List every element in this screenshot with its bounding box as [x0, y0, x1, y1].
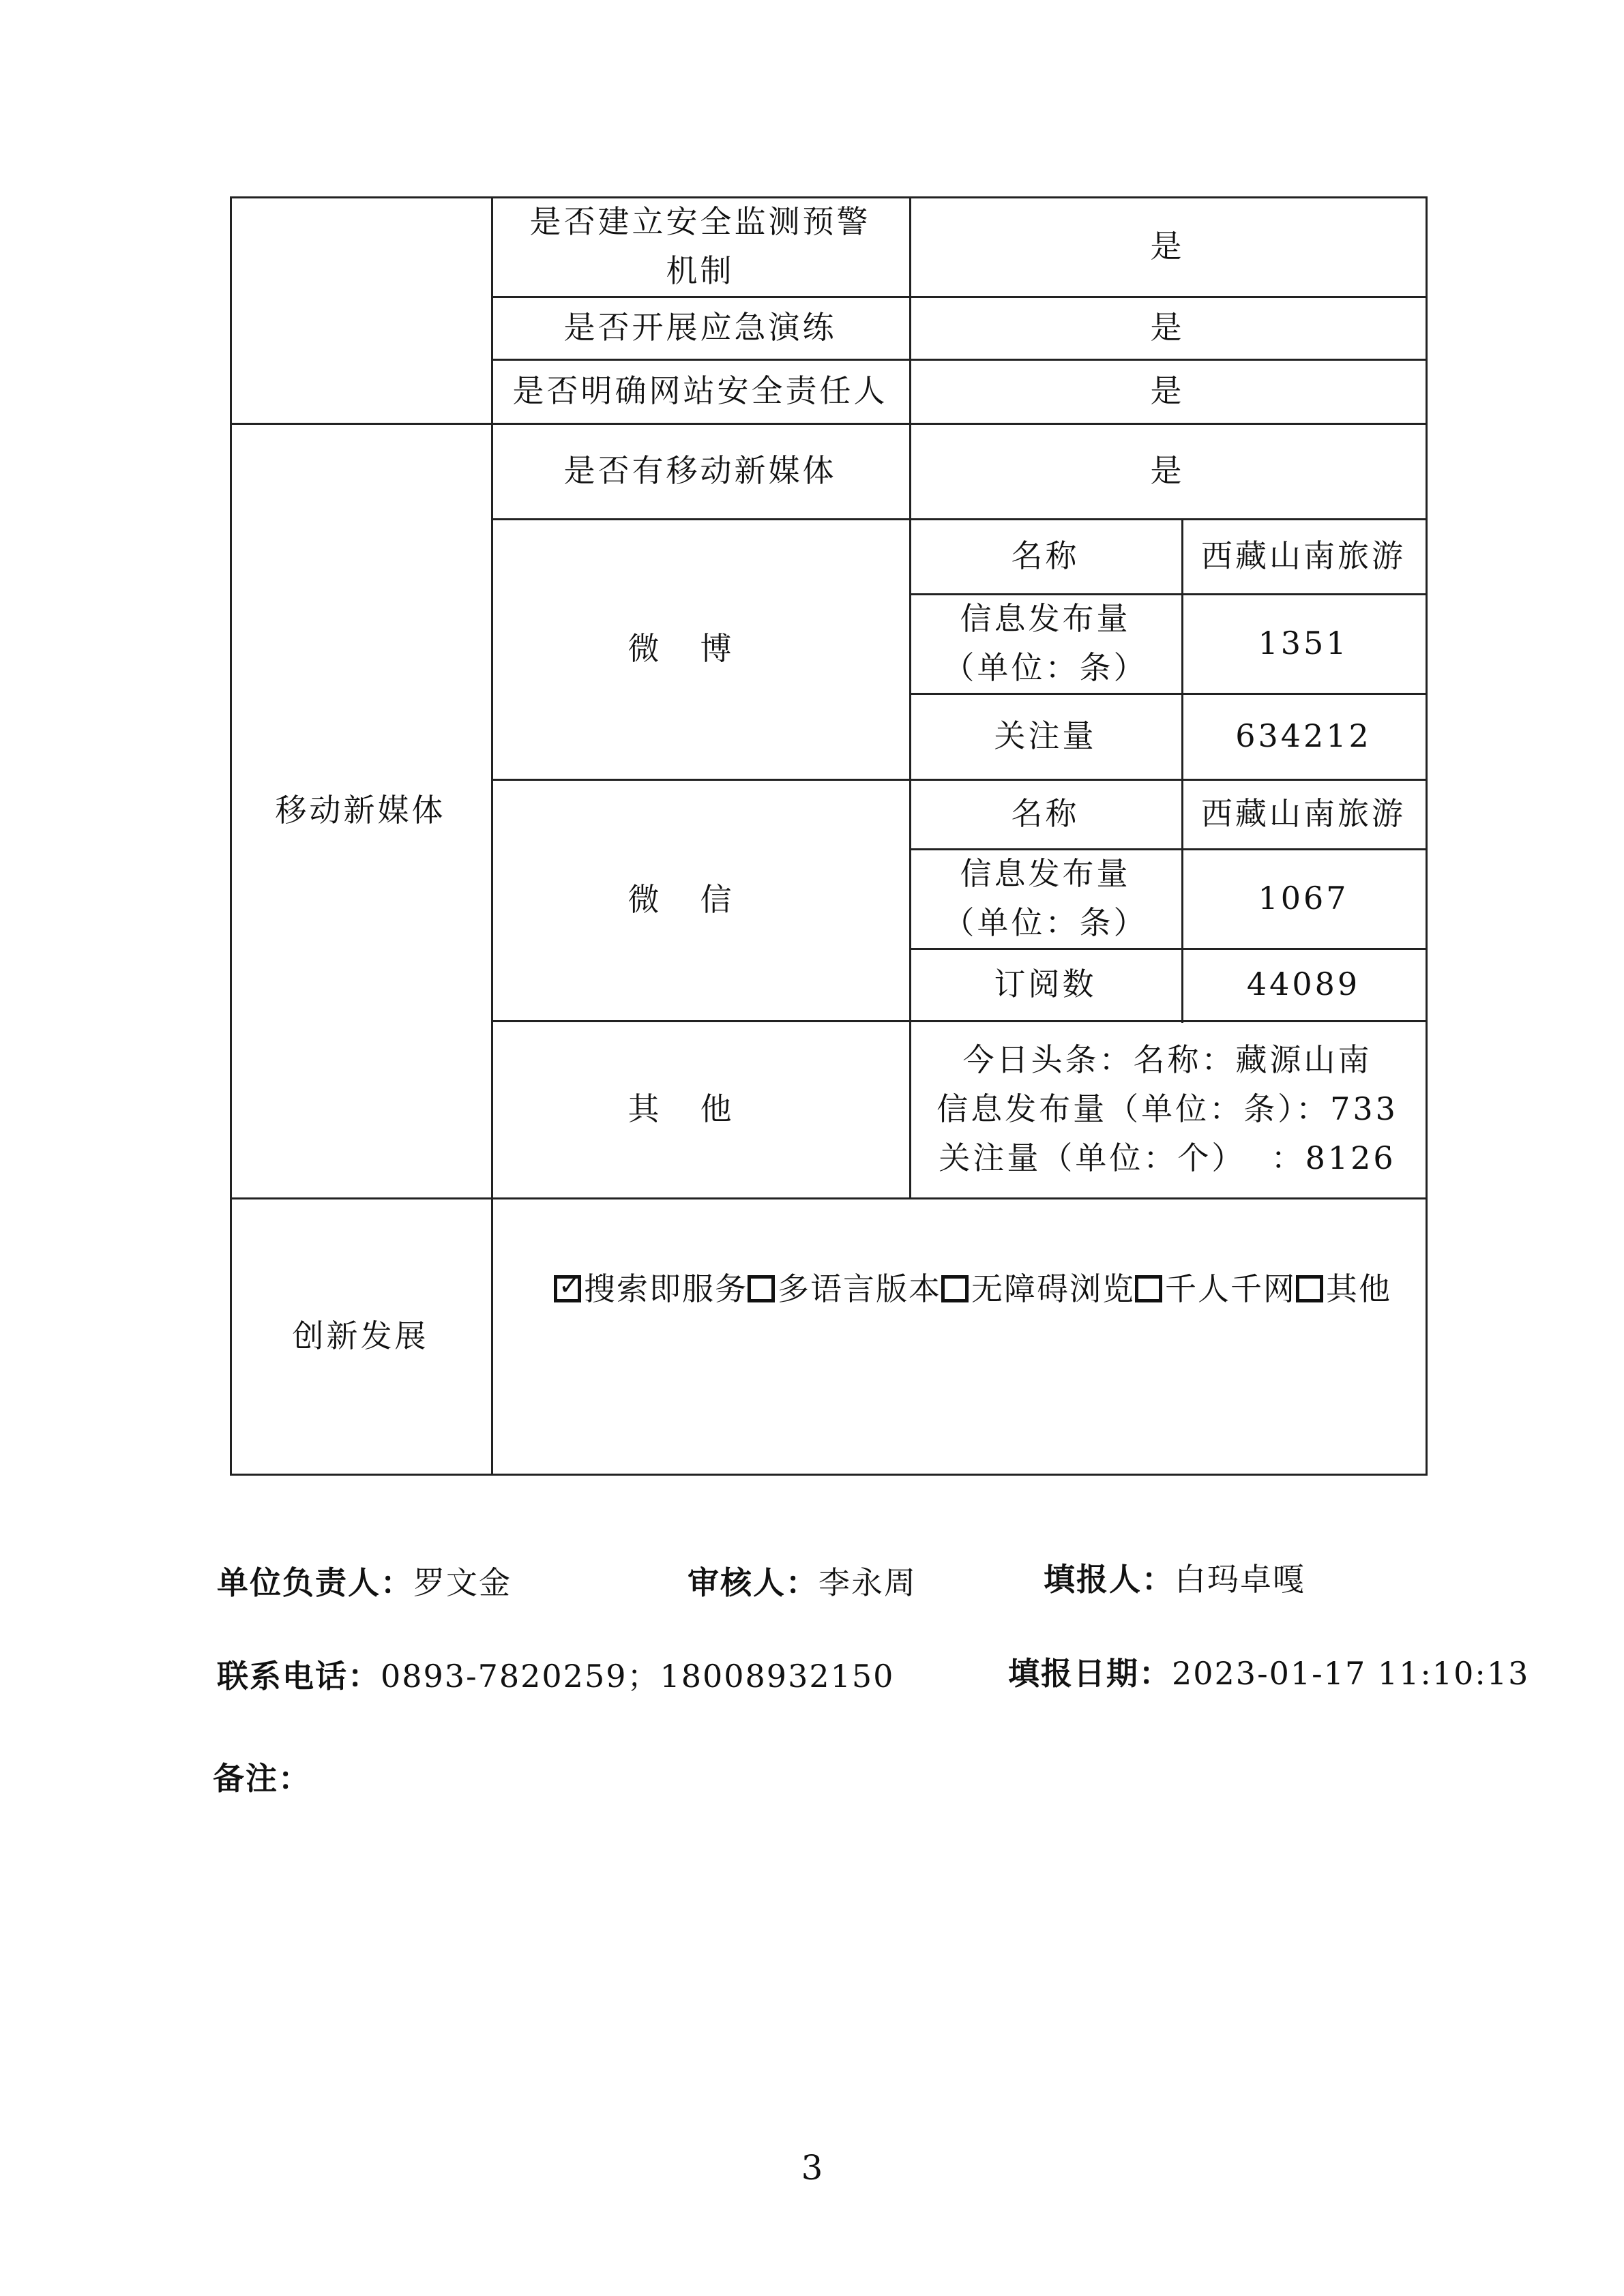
innovation-label: 创新发展: [292, 1317, 429, 1354]
phone-label: 联系电话：: [217, 1658, 381, 1695]
other-line-1: 今日头条：名称：藏源山南: [962, 1041, 1372, 1078]
emergency-drill-label: 是否开展应急演练: [563, 309, 837, 346]
date-value: 2023-01-17 11:10:13: [1172, 1655, 1530, 1692]
posts-label-line2: （单位：条）: [943, 904, 1148, 941]
checkbox-unchecked-icon[interactable]: [748, 1275, 775, 1302]
wechat-label: 微信: [628, 881, 773, 918]
checkbox-unchecked-icon[interactable]: [941, 1275, 969, 1302]
wechat-posts-value: 1067: [1258, 880, 1349, 916]
option-label: 无障碍浏览: [971, 1270, 1135, 1307]
remarks-label: 备注：: [213, 1760, 311, 1797]
option-label: 多语言版本: [778, 1270, 941, 1307]
checkbox-unchecked-icon[interactable]: [1135, 1275, 1162, 1302]
unit-head-value: 罗文金: [413, 1564, 512, 1601]
option-search-service[interactable]: [554, 1264, 748, 1313]
wechat-name-label: 名称: [1011, 795, 1080, 832]
weibo-follow-value: 634212: [1235, 717, 1372, 754]
security-monitoring-value: 是: [1150, 228, 1185, 265]
option-personalized[interactable]: [1135, 1264, 1296, 1313]
checkbox-unchecked-icon[interactable]: [1296, 1275, 1323, 1302]
other-line-3: 关注量（单位：个） ：8126: [939, 1139, 1396, 1176]
grid-line: [230, 1474, 1428, 1476]
option-label: 搜索即服务: [584, 1270, 748, 1307]
wechat-subs-label: 订阅数: [994, 966, 1097, 1002]
wechat-subs-value: 44089: [1246, 966, 1361, 1002]
grid-line: [1426, 196, 1428, 1476]
security-monitoring-label: [491, 196, 909, 296]
posts-label-line1: 信息发布量: [960, 600, 1131, 637]
other-line-2: 信息发布量（单位：条）：733: [936, 1090, 1398, 1127]
weibo-posts-value: 1351: [1258, 625, 1349, 661]
security-owner-value: 是: [1150, 372, 1185, 409]
posts-label-line1: 信息发布量: [960, 855, 1131, 892]
wechat-name-value: 西藏山南旅游: [1201, 795, 1406, 832]
reviewer-value: 李永周: [818, 1564, 917, 1601]
phone-value: 0893-7820259；18008932150: [381, 1658, 895, 1695]
remarks: [213, 1754, 311, 1799]
filler: [1044, 1555, 1305, 1600]
row-label-line1: 是否建立安全监测预警: [529, 203, 871, 240]
weibo-follow-label: 关注量: [994, 717, 1097, 754]
unit-head-label: 单位负责人：: [217, 1564, 413, 1601]
date-label: 填报日期：: [1008, 1655, 1172, 1692]
option-label: 其他: [1326, 1270, 1391, 1307]
reviewer-label: 审核人：: [688, 1564, 818, 1601]
mobile-section-label: 移动新媒体: [275, 792, 446, 829]
reviewer: [688, 1558, 917, 1603]
innovation-options: [491, 1197, 1426, 1474]
fill-date: [1008, 1649, 1529, 1694]
filler-label: 填报人：: [1044, 1561, 1175, 1598]
option-accessibility[interactable]: [941, 1264, 1135, 1313]
has-mobile-label: 是否有移动新媒体: [563, 452, 837, 489]
row-label-line2: 机制: [666, 252, 735, 289]
emergency-drill-value: 是: [1150, 309, 1185, 346]
has-mobile-value: 是: [1150, 452, 1185, 489]
weibo-label: 微博: [628, 630, 773, 667]
weibo-name-label: 名称: [1011, 537, 1080, 574]
weibo-name-value: 西藏山南旅游: [1201, 537, 1406, 574]
option-label: 千人千网: [1165, 1270, 1296, 1307]
option-multilingual[interactable]: [748, 1264, 941, 1313]
unit-head: [217, 1558, 512, 1603]
security-owner-label: 是否明确网站安全责任人: [512, 372, 888, 409]
posts-label-line2: （单位：条）: [943, 649, 1148, 686]
other-detail: [909, 1020, 1426, 1197]
page-number: 3: [801, 2148, 823, 2188]
filler-value: 白玛卓嘎: [1175, 1561, 1305, 1598]
checkbox-checked-icon[interactable]: ✓: [554, 1275, 581, 1302]
other-label: 其他: [628, 1090, 773, 1127]
wechat-posts-label: [909, 848, 1181, 948]
weibo-posts-label: [909, 593, 1181, 693]
contact-phone: [217, 1652, 894, 1697]
option-other[interactable]: [1296, 1264, 1391, 1313]
